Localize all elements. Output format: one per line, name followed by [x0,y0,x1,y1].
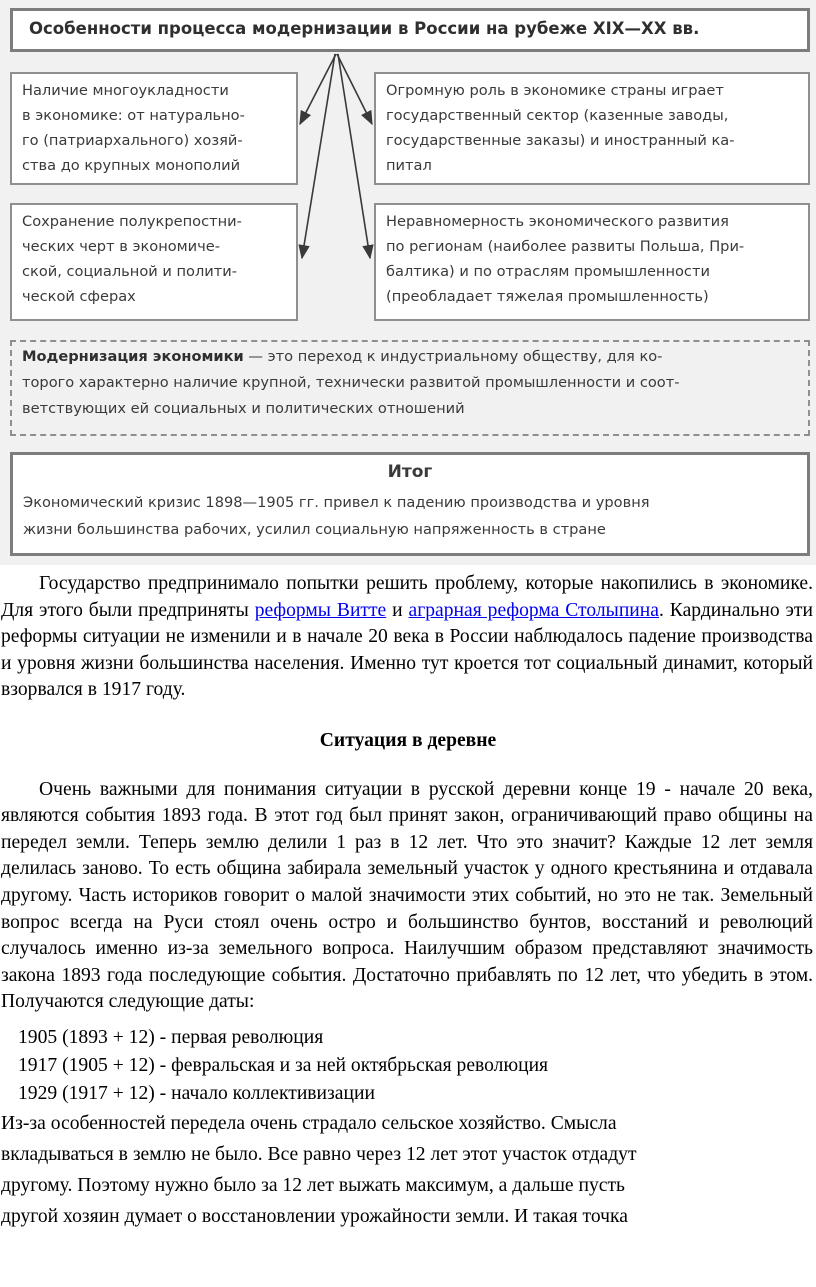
box-line: ческих черт в экономиче- [22,238,221,255]
paragraph-text: Государство предпринимало попытки решить проблему, которые накопились в экономике. Для этого были предприняты [1,573,813,621]
paragraph-tail-line: вкладываться в землю не было. Все равно через 12 лет этот участок отдадут [1,1143,637,1165]
article-text [0,565,816,1232]
arrow-to-box-4 [338,54,370,258]
date-item: 1929 (1917 + 12) - начало коллективизации [18,1082,375,1104]
paragraph-tail-line: Из-за особенностей передела очень страдало сельское хозяйство. Смысла [1,1112,617,1134]
paragraph-tail-line: другой хозяин думает о восстановлении урожайности земли. И такая точка [1,1205,628,1227]
definition-text: ветствующих ей социальных и политических отношений [22,400,465,417]
stolypin-reform-link[interactable]: аграрная реформа Столыпина [408,599,659,621]
box-line: го (патриархального) хозяй- [22,132,243,149]
box-line: питал [386,157,432,174]
summary-line: Экономический кризис 1898—1905 гг. привел к падению производства и уровня [23,494,650,511]
witte-reforms-link[interactable]: реформы Витте [254,599,387,621]
box-line: в экономике: от натурально- [22,107,245,124]
feature-box-uneven-development [374,203,810,321]
summary-box [10,452,810,556]
feature-box-multistructure [10,72,298,185]
arrow-to-box-2 [337,54,372,124]
section-heading: Ситуация в деревне [319,729,497,751]
paragraph-text: . Кардинально эти реформы ситуации не изменили и в начале 20 века в России наблюдалось падение производства и уровня жизни большинства населения. Именно тут кроется тот социальный динамит, который взорвался в 1917 году. [1,599,813,701]
feature-box-state-sector [374,72,810,185]
feature-box-semi-serfdom [10,203,298,321]
box-line: Огромную роль в экономике страны играет [386,82,724,99]
definition-text: торого характерно наличие крупной, технически развитой промышленности и соот- [22,374,680,391]
paragraph-reforms [0,571,816,704]
date-item: 1905 (1893 + 12) - первая революция [18,1026,324,1048]
definition-box [10,340,810,436]
diagram-title: Особенности процесса модернизации в России на рубеже XIX—XX вв. [10,8,810,52]
box-line: ческой сферах [22,288,136,305]
definition-text: — это переход к индустриальному обществу, для ко- [243,348,663,365]
box-line: ства до крупных монополий [22,157,241,174]
arrow-to-box-1 [300,54,336,124]
arrow-to-box-3 [302,54,335,258]
box-line: государственный сектор (казенные заводы, [386,107,729,124]
box-line: государственные заказы) и иностранный ка- [386,132,735,149]
box-line: по регионам (наиболее развиты Польша, При- [386,238,745,255]
paragraph-text: и [386,599,409,621]
box-line: Наличие многоукладности [22,82,229,99]
paragraph-tail-line: другому. Поэтому нужно было за 12 лет выжать максимум, а дальше пусть [1,1174,625,1196]
summary-title: Итог [387,462,433,482]
modernization-diagram [0,0,816,565]
summary-text [13,489,807,543]
box-line: Неравномерность экономического развития [386,213,729,230]
box-line: ской, социальной и полити- [22,263,238,280]
summary-line: жизни большинства рабочих, усилил социальную напряженность в стране [23,521,606,538]
box-line: Сохранение полукрепостни- [22,213,242,230]
date-item: 1917 (1905 + 12) - февральская и за ней октябрьская революция [18,1054,549,1076]
box-line: (преобладает тяжелая промышленность) [386,288,709,305]
paragraph-village: Очень важными для понимания ситуации в русской деревни конце 19 - начале 20 века, являются события 1893 года. В этот год был принят закон, ограничивающий право общины на передел земли. Теперь землю делили 1 раз в 12 лет. Что это значит? Каждые 12 лет земля делилась заново. То есть община забирала земельный участок у одного крестьянина и отдавала другому. Часть историков говорит о малой значимости этих событий, но это не так. Земельный вопрос всегда на Руси стоял очень остро и большинство бунтов, восстаний и революций случалось именно из-за земельного вопроса. Наилучшим образом представляют значимость закона 1893 года последующие события. Достаточно прибавлять по 12 лет, что убедить в этом. Получаются следующие даты: [1,778,813,1013]
definition-term: Модернизация экономики [22,348,244,365]
box-line: балтика) и по отраслям промышленности [386,263,710,280]
